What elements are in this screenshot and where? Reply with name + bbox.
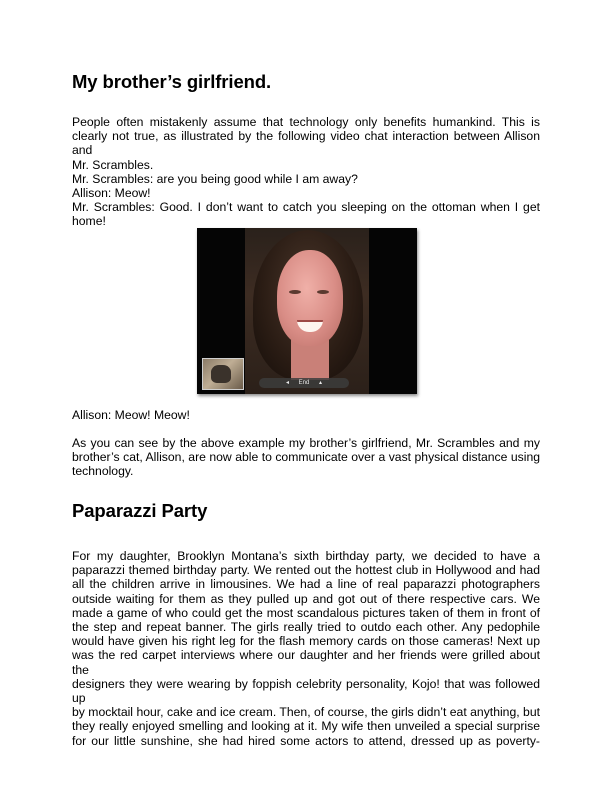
call-controls (259, 378, 349, 388)
text-line: As you can see by the above example my brother’s girlfriend, Mr. Scrambles and my (72, 436, 540, 450)
intro-text (72, 115, 540, 158)
text-line: For my daughter, Brooklyn Montana’s sixth birthday party, we decided to have a (72, 549, 540, 563)
text-line: Mr. Scrambles. (72, 157, 154, 172)
conclusion-paragraph (72, 436, 540, 479)
video-feed (245, 228, 369, 394)
paparazzi-paragraph (72, 549, 540, 748)
section-title-girlfriend: My brother’s girlfriend. (72, 71, 272, 92)
video-chat-screenshot (197, 228, 417, 394)
text-line: was the red carpet interviews where our daughter and her friends were grilled about the (72, 648, 540, 677)
text-line: made a game of who could get the most scandalous pictures taken of them in front of (72, 605, 540, 620)
conclusion-text-end (72, 464, 540, 478)
text-line: would have given his right leg for the flash memory cards on those cameras! Next up (72, 634, 540, 649)
text-line: home! (72, 214, 106, 229)
left-eye (289, 290, 301, 294)
cat-icon (211, 365, 231, 383)
text-line: all the children arrive in limousines. We had a line of real paparazzi photographers (72, 577, 540, 592)
dialogue-line: Mr. Scrambles: are you being good while I am away? (72, 171, 358, 186)
conclusion-text (72, 436, 540, 464)
after-figure-line: Allison: Meow! Meow! (72, 408, 190, 422)
text-line: they really enjoyed smelling and looking at it. My wife then unveiled a special surprise (72, 719, 540, 734)
text-line: brother’s cat, Allison, are now able to communicate over a vast physical distance using (72, 450, 540, 465)
person-neck (291, 340, 329, 380)
text-line: for our little sunshine, she had hired some actors to attend, dressed up as poverty- (72, 733, 540, 748)
text-line: technology. (72, 464, 134, 479)
intro-text-end (72, 158, 540, 172)
mute-icon: ◂ (285, 380, 289, 386)
camera-icon: ▴ (319, 380, 323, 386)
intro-paragraph (72, 115, 540, 229)
text-line: Mr. Scrambles: Good. I don’t want to catch you sleeping on the ottoman when I get (72, 200, 540, 215)
text-line: outside waiting for them as they pulled up and got out of there respective cars. We (72, 591, 540, 606)
picture-in-picture-cat (202, 358, 244, 390)
text-line: designers they were wearing by foppish celebrity personality, Kojo! that was followed up (72, 676, 540, 706)
smile (297, 320, 323, 332)
person-face (277, 250, 343, 346)
text-line: paparazzi themed birthday party. We rented out the hottest club in Hollywood and had (72, 563, 540, 578)
right-eye (317, 290, 329, 294)
dialogue-line-long (72, 200, 540, 214)
text-line: People often mistakenly assume that technology only benefits humankind. This is (72, 115, 540, 129)
paparazzi-text (72, 549, 540, 748)
text-line: clearly not true, as illustrated by the following video chat interaction between Allison and (72, 129, 540, 158)
after-figure-line-block (72, 408, 540, 422)
section-title-paparazzi: Paparazzi Party (72, 500, 208, 521)
dialogue-line-end (72, 214, 540, 228)
text-line: the step and repeat banner. The girls really tried to outdo each other. Any pedophile (72, 620, 540, 635)
end-call-button: End (298, 380, 310, 386)
text-line: by mocktail hour, cake and ice cream. Then, of course, the girls didn’t eat anything, but (72, 705, 540, 720)
dialogue-line: Allison: Meow! (72, 186, 151, 201)
